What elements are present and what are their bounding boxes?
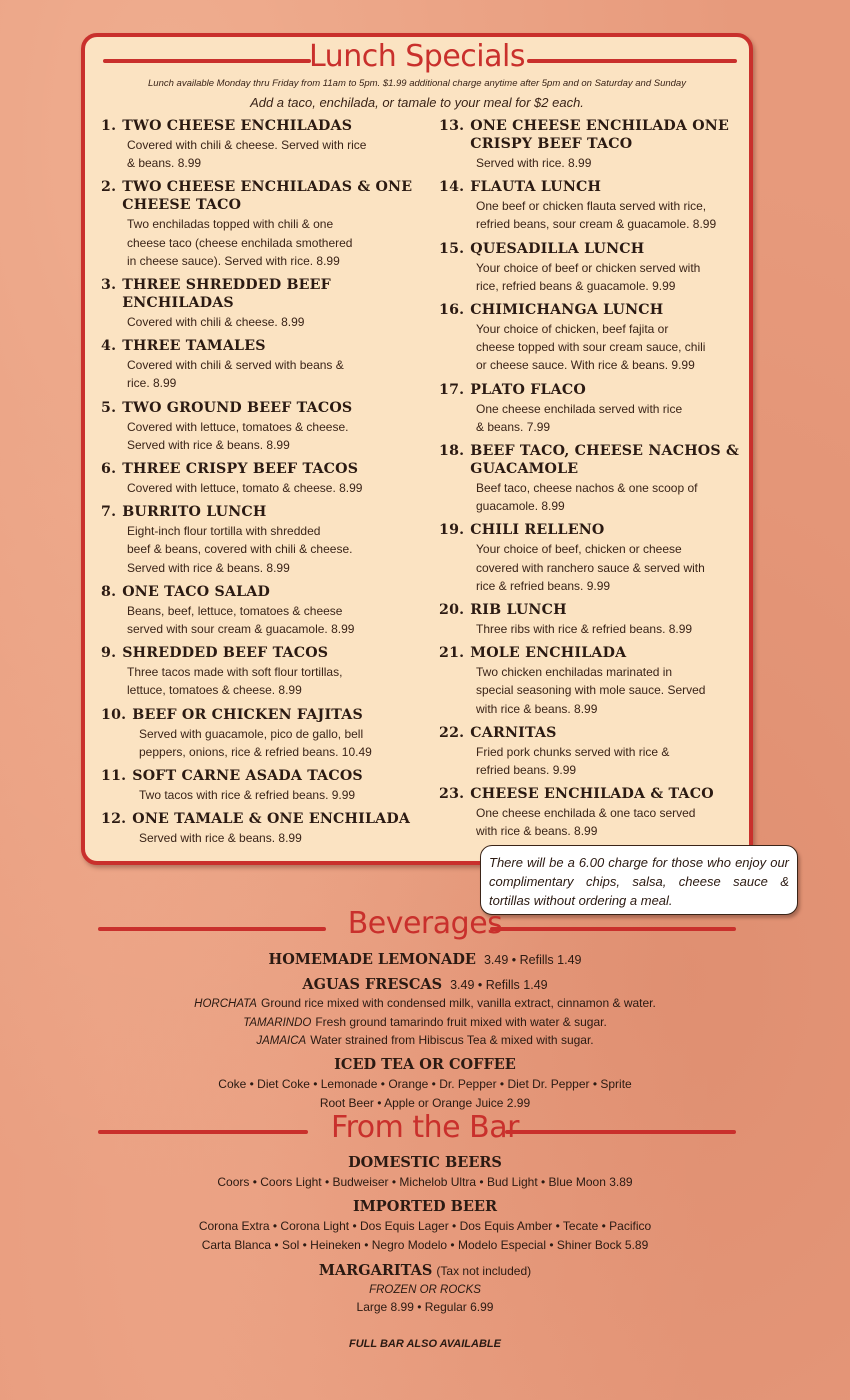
menu-item-description-line: rice, refried beans & guacamole. 9.99 [476,278,676,293]
menu-item-description-line: with rice & beans. 8.99 [476,824,598,839]
menu-item-description-line: Served with rice & beans. 8.99 [127,437,290,452]
menu-item-description-line: served with sour cream & guacamole. 8.99 [127,622,355,637]
menu-item-description-line: Eight-inch flour tortilla with shredded [127,524,321,539]
menu-item-heading [101,583,421,601]
menu-item-description [101,313,421,331]
menu-item-number: 3. [101,277,117,294]
menu-item-number: 16. [439,302,465,319]
menu-item [101,644,421,699]
lemonade-row [0,951,850,969]
menu-item [439,301,749,375]
menu-item-number: 14. [439,179,465,196]
menu-item [439,601,749,638]
menu-item-number: 18. [439,443,465,460]
menu-item-description-line: & beans. 7.99 [476,419,551,434]
menu-item-description-line: special seasoning with mole sauce. Served [476,683,706,698]
menu-item-name: TWO GROUND BEEF TACOS [122,399,353,416]
menu-item-description-line: Served with rice & beans. 8.99 [139,831,302,846]
menu-item-name: TWO CHEESE ENCHILADAS [122,118,353,134]
lunch-hours-note: Lunch available Monday thru Friday from 11am to 5pm. $1.99 additional charge anytime after 5pm and on Saturday and Sunday [148,78,686,89]
menu-item-description-line: One beef or chicken flauta served with rice, [476,199,707,214]
menu-item-description [101,663,421,699]
menu-item [101,399,421,454]
menu-item-description [439,320,749,375]
menu-item-heading [101,178,421,214]
horchata-label: HORCHATA [194,998,257,1010]
menu-item-number: 22. [439,724,465,741]
menu-item-name: BEEF TACO, CHEESE NACHOS & GUACAMOLE [470,443,739,478]
soft-drinks-line-1: Coke • Diet Coke • Lemonade • Orange • Dr. Pepper • Diet Dr. Pepper • Sprite [218,1077,632,1091]
menu-item [101,706,421,761]
menu-item-name: FLAUTA LUNCH [470,179,602,196]
menu-item-description [439,663,749,718]
menu-item-number: 2. [101,179,117,196]
menu-item-name: CHIMICHANGA LUNCH [470,302,664,319]
jamaica-row [0,1033,850,1047]
menu-item-name: ONE CHEESE ENCHILADA ONE CRISPY BEEF TACO [470,118,729,152]
lemonade-price: 3.49 • Refills 1.49 [483,953,582,967]
menu-item-name: THREE TAMALES [122,338,266,355]
menu-item [101,337,421,392]
menu-item-description-line: cheese topped with sour cream sauce, chili [476,340,706,355]
menu-item-description-line: Two enchiladas topped with chili & one [127,217,334,232]
menu-item [439,442,749,515]
menu-item-heading [101,706,421,724]
lunch-column-left [101,117,421,853]
lunch-column-right [439,117,749,847]
menu-item-number: 12. [101,811,127,828]
menu-item-heading [101,399,421,417]
aguas-row [0,976,850,994]
domestic-list: Coors • Coors Light • Budweiser • Michelob Ultra • Bud Light • Blue Moon 3.89 [217,1175,633,1189]
menu-item-description [101,725,421,761]
margaritas-heading-row [0,1262,850,1280]
menu-item-name: RIB LUNCH [470,602,567,619]
tamarindo-row [0,1015,850,1029]
menu-item-heading [101,810,421,828]
menu-item-heading [439,178,749,196]
jamaica-label: JAMAICA [256,1035,307,1047]
menu-item-description-line: cheese taco (cheese enchilada smothered [127,235,353,250]
lunch-specials-box [81,33,753,865]
beverages-title: Beverages [347,906,503,941]
menu-item-name: ONE TACO SALAD [122,583,271,600]
menu-item-description [101,215,421,270]
menu-item-number: 1. [101,118,117,134]
imported-line-2: Carta Blanca • Sol • Heineken • Negro Modelo • Modelo Especial • Shiner Bock 5.89 [201,1238,649,1252]
menu-item-number: 10. [101,706,127,723]
menu-item [101,583,421,638]
menu-item-description-line: lettuce, tomatoes & cheese. 8.99 [127,683,302,698]
menu-item-description-line: Covered with lettuce, tomatoes & cheese. [127,419,349,434]
menu-item-description [101,829,421,847]
menu-item-heading [439,240,749,258]
menu-item [101,276,421,331]
imported-line-1: Corona Extra • Corona Light • Dos Equis Lager • Dos Equis Amber • Tecate • Pacifico [198,1219,652,1233]
menu-item-heading [439,644,749,662]
menu-item-description-line: Beef taco, cheese nachos & one scoop of [476,481,698,496]
menu-item [101,767,421,804]
margaritas-style-text: FROZEN OR ROCKS [369,1284,481,1296]
menu-item-description-line: rice & refried beans. 9.99 [476,578,611,593]
bar-title: From the Bar [331,1110,519,1145]
menu-item-heading [101,276,421,312]
menu-item-description-line: Served with rice. 8.99 [476,156,592,170]
menu-item-heading [439,785,749,803]
menu-item-description [439,197,749,233]
menu-item-description [439,479,749,515]
menu-item-description [439,400,749,436]
menu-item-name: CHEESE ENCHILADA & TACO [470,786,714,803]
menu-item-name: CARNITAS [470,724,557,741]
menu-item-description [101,356,421,392]
horchata-row [0,996,850,1010]
menu-item-heading [101,337,421,355]
menu-item-number: 17. [439,381,465,398]
menu-item-description-line: Fried pork chunks served with rice & [476,744,670,759]
menu-item-heading [439,724,749,742]
menu-item-description-line: Three ribs with rice & refried beans. 8.99 [476,622,693,637]
menu-item-description-line: refried beans, sour cream & guacamole. 8.99 [476,217,717,232]
menu-item-description-line: or cheese sauce. With rice & beans. 9.99 [476,358,695,373]
tamarindo-label: TAMARINDO [243,1017,312,1029]
menu-item-description-line: rice. 8.99 [127,376,177,391]
menu-item-number: 8. [101,583,117,600]
tea-heading-row [0,1056,850,1074]
menu-item-name: THREE SHREDDED BEEF ENCHILADAS [122,277,331,312]
menu-item-number: 9. [101,645,117,662]
menu-item [439,644,749,718]
menu-item-description-line: with rice & beans. 8.99 [476,701,598,716]
menu-item-description-line: peppers, onions, rice & refried beans. 10.49 [139,744,372,759]
horchata-text: Ground rice mixed with condensed milk, vanilla extract, cinnamon & water. [260,996,656,1010]
margaritas-style [0,1282,850,1296]
full-bar-note: FULL BAR ALSO AVAILABLE [349,1338,501,1350]
menu-item-description [101,418,421,454]
menu-item-name: SHREDDED BEEF TACOS [122,645,329,662]
menu-item-description [101,479,421,497]
menu-item-description-line: beef & beans, covered with chili & cheese. [127,542,353,557]
menu-item [101,178,421,270]
domestic-name: DOMESTIC BEERS [348,1154,502,1171]
menu-item-name: THREE CRISPY BEEF TACOS [122,461,359,478]
menu-item-heading [101,503,421,521]
menu-item-description-line: Your choice of chicken, beef fajita or [476,322,669,337]
lunch-title: Lunch Specials [309,39,525,74]
menu-item-number: 11. [101,768,127,785]
menu-item [101,810,421,847]
menu-item-description-line: Served with guacamole, pico de gallo, bell [139,726,364,741]
menu-item-number: 4. [101,338,117,355]
menu-item-number: 23. [439,786,465,803]
menu-item-heading [101,767,421,785]
jamaica-text: Water strained from Hibiscus Tea & mixed with sugar. [310,1033,594,1047]
menu-item [439,724,749,779]
menu-item-description-line: Your choice of beef, chicken or cheese [476,542,682,557]
menu-item-description-line: guacamole. 8.99 [476,499,565,514]
menu-item [439,381,749,436]
menu-item-description-line: & beans. 8.99 [127,156,202,171]
menu-item-heading [439,521,749,539]
imported-heading-row [0,1198,850,1216]
menu-item-heading [439,117,749,153]
menu-item-description [439,540,749,595]
tamarindo-text: Fresh ground tamarindo fruit mixed with water & sugar. [315,1015,607,1029]
menu-item-description-line: One cheese enchilada served with rice [476,401,683,416]
imported-name: IMPORTED BEER [352,1198,498,1215]
menu-item-number: 5. [101,399,117,416]
menu-item-description [101,136,421,172]
margaritas-tax-note: (Tax not included) [436,1264,532,1278]
menu-item-description [101,786,421,804]
tea-name: ICED TEA OR COFFEE [334,1056,516,1073]
menu-item [439,117,749,172]
menu-item-description-line: refried beans. 9.99 [476,763,577,778]
menu-item-description-line: Served with rice & beans. 8.99 [127,560,290,575]
menu-item-number: 7. [101,504,117,521]
menu-item-number: 13. [439,118,465,134]
menu-item [439,521,749,595]
margaritas-name: MARGARITAS [318,1262,433,1279]
menu-item-description-line: in cheese sauce). Served with rice. 8.99 [127,253,340,268]
menu-item [101,117,421,172]
menu-item-heading [439,301,749,319]
chips-charge-note: There will be a 6.00 charge for those who enjoy our complimentary chips, salsa, cheese sauce & tortillas without ordering a meal. [480,845,798,915]
menu-item [439,240,749,295]
soft-drinks-line-2: Root Beer • Apple or Orange Juice 2.99 [319,1096,531,1110]
menu-item-heading [101,644,421,662]
menu-item-description [101,522,421,577]
lunch-add-on-note: Add a taco, enchilada, or tamale to your meal for $2 each. [250,95,584,110]
menu-item-description [101,602,421,638]
menu-item [101,460,421,497]
menu-item-name: QUESADILLA LUNCH [470,240,645,257]
lemonade-name: HOMEMADE LEMONADE [268,951,476,968]
menu-item-description-line: covered with ranchero sauce & served with [476,560,705,575]
menu-item-description-line: Your choice of beef or chicken served with [476,260,701,275]
menu-item-description-line: Beans, beef, lettuce, tomatoes & cheese [127,603,343,618]
menu-item-description-line: Three tacos made with soft flour tortillas, [127,665,343,680]
menu-item-name: CHILI RELLENO [470,522,605,539]
menu-item-number: 15. [439,240,465,257]
menu-item-name: BURRITO LUNCH [122,504,267,521]
menu-item-description-line: Two chicken enchiladas marinated in [476,665,673,680]
menu-item-name: SOFT CARNE ASADA TACOS [132,768,363,785]
domestic-heading-row [0,1154,850,1172]
aguas-price: 3.49 • Refills 1.49 [450,978,548,992]
menu-item [101,503,421,577]
margaritas-prices: Large 8.99 • Regular 6.99 [356,1300,494,1314]
menu-item-description-line: Covered with chili & cheese. 8.99 [127,315,305,330]
menu-item-description-line: Covered with chili & cheese. Served with rice [127,138,367,152]
menu-item-description-line: Covered with lettuce, tomato & cheese. 8.99 [127,481,363,496]
menu-item-description [439,804,749,840]
menu-item-description [439,154,749,172]
menu-item-heading [439,601,749,619]
menu-item-description-line: Covered with chili & served with beans & [127,358,344,373]
menu-item-number: 19. [439,522,465,539]
menu-item-description [439,259,749,295]
menu-item-name: PLATO FLACO [470,381,586,398]
menu-item-heading [101,460,421,478]
menu-item [439,785,749,840]
menu-item-description [439,743,749,779]
menu-item-number: 21. [439,645,465,662]
menu-item-description [439,620,749,638]
menu-item-name: TWO CHEESE ENCHILADAS & ONE CHEESE TACO [122,179,413,214]
menu-item-heading [101,117,421,135]
menu-item-description-line: One cheese enchilada & one taco served [476,806,696,821]
menu-item [439,178,749,233]
menu-item-number: 20. [439,602,465,619]
menu-item-name: ONE TAMALE & ONE ENCHILADA [132,811,411,828]
menu-item-name: BEEF OR CHICKEN FAJITAS [132,706,363,723]
menu-item-heading [439,381,749,399]
menu-item-description-line: Two tacos with rice & refried beans. 9.99 [139,788,356,803]
menu-item-number: 6. [101,461,117,478]
aguas-name: AGUAS FRESCAS [302,976,443,993]
menu-item-name: MOLE ENCHILADA [470,645,627,662]
menu-item-heading [439,442,749,478]
